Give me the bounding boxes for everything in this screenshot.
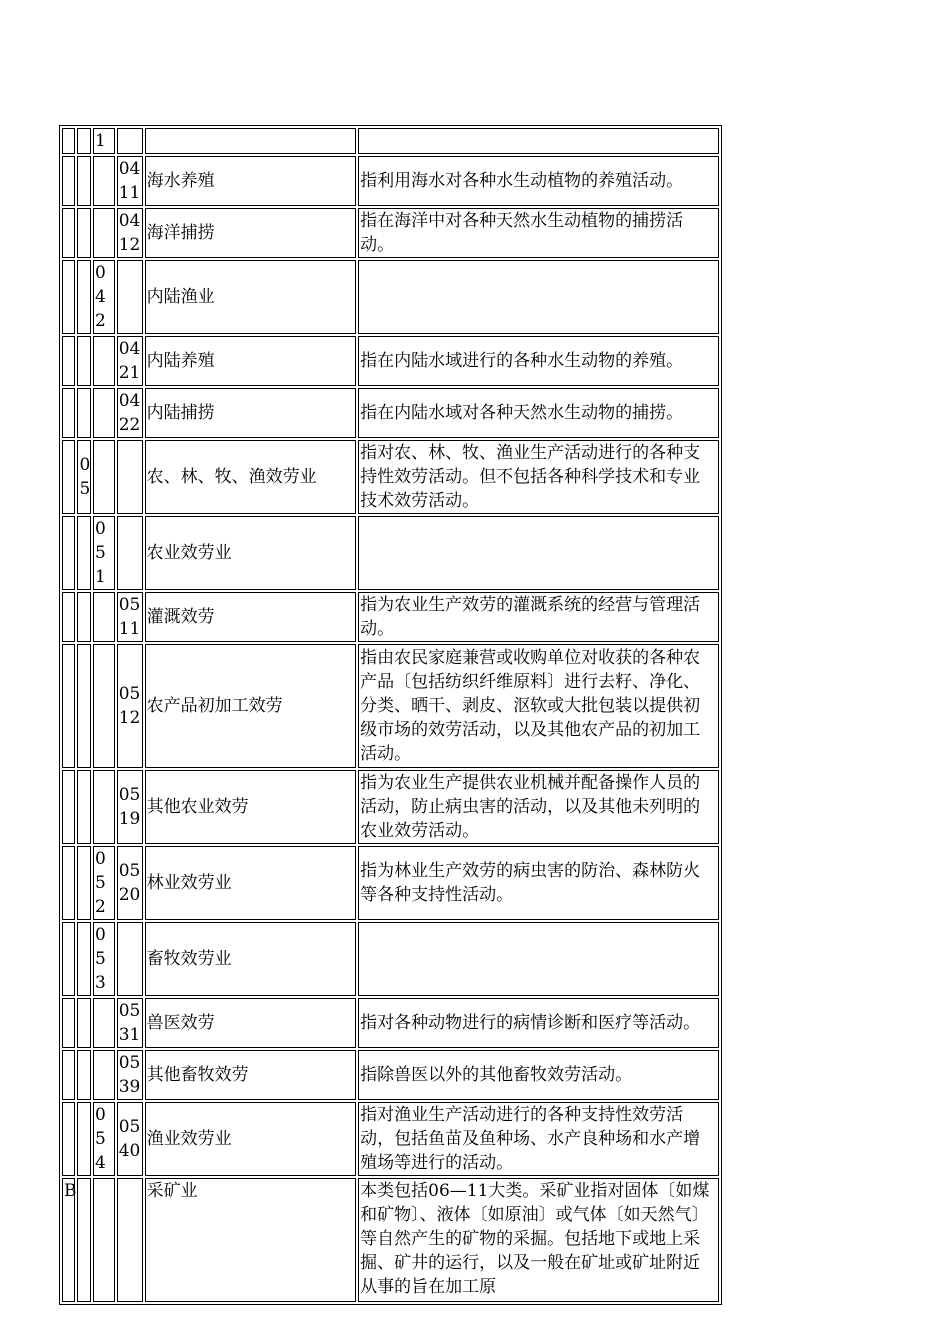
category-name-cell: 内陆捕捞: [145, 388, 357, 438]
category-name-cell: 其他畜牧效劳: [145, 1050, 357, 1100]
class-code-cell: 0411: [117, 156, 143, 206]
table-row: [62, 336, 719, 386]
table-row: [62, 1178, 719, 1302]
category-name-cell: 海水养殖: [145, 156, 357, 206]
table-row: [62, 128, 719, 154]
description-cell: [358, 516, 719, 590]
category-name-cell: [145, 128, 357, 154]
division-code-cell: [77, 998, 90, 1048]
section-code-cell: [62, 1050, 75, 1100]
table-row: [62, 998, 719, 1048]
group-code-cell: 054: [93, 1102, 115, 1176]
group-code-cell: 042: [93, 260, 115, 334]
group-code-cell: [93, 336, 115, 386]
class-code-cell: 0519: [117, 770, 143, 844]
group-code-cell: [93, 388, 115, 438]
section-code-cell: B: [62, 1178, 75, 1302]
group-code-cell: [93, 998, 115, 1048]
section-code-cell: [62, 388, 75, 438]
description-cell: 指对渔业生产活动进行的各种支持性效劳活动，包括鱼苗及鱼种场、水产良种场和水产增殖场等进行的活动。: [358, 1102, 719, 1176]
class-code-cell: 0540: [117, 1102, 143, 1176]
class-code-cell: 0422: [117, 388, 143, 438]
category-name-cell: 渔业效劳业: [145, 1102, 357, 1176]
class-code-cell: 0512: [117, 644, 143, 768]
table-row: [62, 260, 719, 334]
category-name-cell: 农业效劳业: [145, 516, 357, 590]
category-name-cell: 畜牧效劳业: [145, 922, 357, 996]
division-code-cell: [77, 516, 90, 590]
table-row: [62, 208, 719, 258]
division-code-cell: [77, 922, 90, 996]
description-cell: 指对各种动物进行的病情诊断和医疗等活动。: [358, 998, 719, 1048]
division-code-cell: [77, 1050, 90, 1100]
description-cell: 指由农民家庭兼营或收购单位对收获的各种农产品〔包括纺织纤维原料〕进行去籽、净化、分类、晒干、剥皮、沤软或大批包装以提供初级市场的效劳活动，以及其他农产品的初加工活动。: [358, 644, 719, 768]
group-code-cell: [93, 208, 115, 258]
category-name-cell: 内陆养殖: [145, 336, 357, 386]
table-row: [62, 516, 719, 590]
class-code-cell: 0511: [117, 592, 143, 642]
division-code-cell: [77, 846, 90, 920]
description-cell: 指在内陆水域对各种天然水生动物的捕捞。: [358, 388, 719, 438]
division-code-cell: [77, 592, 90, 642]
category-name-cell: 兽医效劳: [145, 998, 357, 1048]
table-row: [62, 156, 719, 206]
group-code-cell: [93, 440, 115, 514]
section-code-cell: [62, 440, 75, 514]
group-code-cell: 051: [93, 516, 115, 590]
class-code-cell: [117, 260, 143, 334]
section-code-cell: [62, 208, 75, 258]
description-cell: 指在海洋中对各种天然水生动植物的捕捞活动。: [358, 208, 719, 258]
description-cell: 指除兽医以外的其他畜牧效劳活动。: [358, 1050, 719, 1100]
section-code-cell: [62, 770, 75, 844]
division-code-cell: [77, 1102, 90, 1176]
class-code-cell: 0412: [117, 208, 143, 258]
group-code-cell: 053: [93, 922, 115, 996]
table-row: [62, 388, 719, 438]
category-name-cell: 农产品初加工效劳: [145, 644, 357, 768]
section-code-cell: [62, 922, 75, 996]
division-code-cell: 05: [77, 440, 90, 514]
section-code-cell: [62, 516, 75, 590]
table-row: [62, 440, 719, 514]
division-code-cell: [77, 128, 90, 154]
division-code-cell: [77, 1178, 90, 1302]
class-code-cell: [117, 1178, 143, 1302]
section-code-cell: [62, 1102, 75, 1176]
table-row: [62, 644, 719, 768]
category-name-cell: 农、林、牧、渔效劳业: [145, 440, 357, 514]
category-name-cell: 林业效劳业: [145, 846, 357, 920]
section-code-cell: [62, 592, 75, 642]
group-code-cell: [93, 1050, 115, 1100]
description-cell: [358, 922, 719, 996]
section-code-cell: [62, 156, 75, 206]
description-cell: 指在内陆水域进行的各种水生动物的养殖。: [358, 336, 719, 386]
division-code-cell: [77, 336, 90, 386]
description-cell: 指利用海水对各种水生动植物的养殖活动。: [358, 156, 719, 206]
class-code-cell: [117, 516, 143, 590]
group-code-cell: 1: [93, 128, 115, 154]
table-row: [62, 770, 719, 844]
section-code-cell: [62, 644, 75, 768]
division-code-cell: [77, 208, 90, 258]
group-code-cell: 052: [93, 846, 115, 920]
industry-classification-table: [59, 125, 722, 1305]
description-cell: [358, 260, 719, 334]
division-code-cell: [77, 388, 90, 438]
table-row: [62, 1102, 719, 1176]
table-row: [62, 922, 719, 996]
group-code-cell: [93, 156, 115, 206]
table-body: [62, 128, 719, 1302]
class-code-cell: [117, 440, 143, 514]
division-code-cell: [77, 770, 90, 844]
description-cell: 指为林业生产效劳的病虫害的防治、森林防火等各种支持性活动。: [358, 846, 719, 920]
class-code-cell: [117, 922, 143, 996]
description-cell: 指对农、林、牧、渔业生产活动进行的各种支持性效劳活动。但不包括各种科学技术和专业技术效劳活动。: [358, 440, 719, 514]
section-code-cell: [62, 260, 75, 334]
table-row: [62, 846, 719, 920]
section-code-cell: [62, 998, 75, 1048]
group-code-cell: [93, 770, 115, 844]
description-cell: 指为农业生产效劳的灌溉系统的经营与管理活动。: [358, 592, 719, 642]
category-name-cell: 灌溉效劳: [145, 592, 357, 642]
division-code-cell: [77, 156, 90, 206]
class-code-cell: [117, 128, 143, 154]
category-name-cell: 内陆渔业: [145, 260, 357, 334]
table-row: [62, 592, 719, 642]
category-name-cell: 其他农业效劳: [145, 770, 357, 844]
division-code-cell: [77, 644, 90, 768]
division-code-cell: [77, 260, 90, 334]
group-code-cell: [93, 592, 115, 642]
section-code-cell: [62, 846, 75, 920]
class-code-cell: 0531: [117, 998, 143, 1048]
group-code-cell: [93, 1178, 115, 1302]
class-code-cell: 0539: [117, 1050, 143, 1100]
category-name-cell: 海洋捕捞: [145, 208, 357, 258]
group-code-cell: [93, 644, 115, 768]
description-cell: [358, 128, 719, 154]
category-name-cell: 采矿业: [145, 1178, 357, 1302]
section-code-cell: [62, 336, 75, 386]
class-code-cell: 0421: [117, 336, 143, 386]
table-row: [62, 1050, 719, 1100]
description-cell: 指为农业生产提供农业机械并配备操作人员的活动，防止病虫害的活动，以及其他未列明的农业效劳活动。: [358, 770, 719, 844]
section-code-cell: [62, 128, 75, 154]
description-cell: 本类包括06—11大类。采矿业指对固体〔如煤和矿物〕、液体〔如原油〕或气体〔如天然气〕等自然产生的矿物的采掘。包括地下或地上采掘、矿井的运行，以及一般在矿址或矿址附近从事的旨在加工原: [358, 1178, 719, 1302]
class-code-cell: 0520: [117, 846, 143, 920]
